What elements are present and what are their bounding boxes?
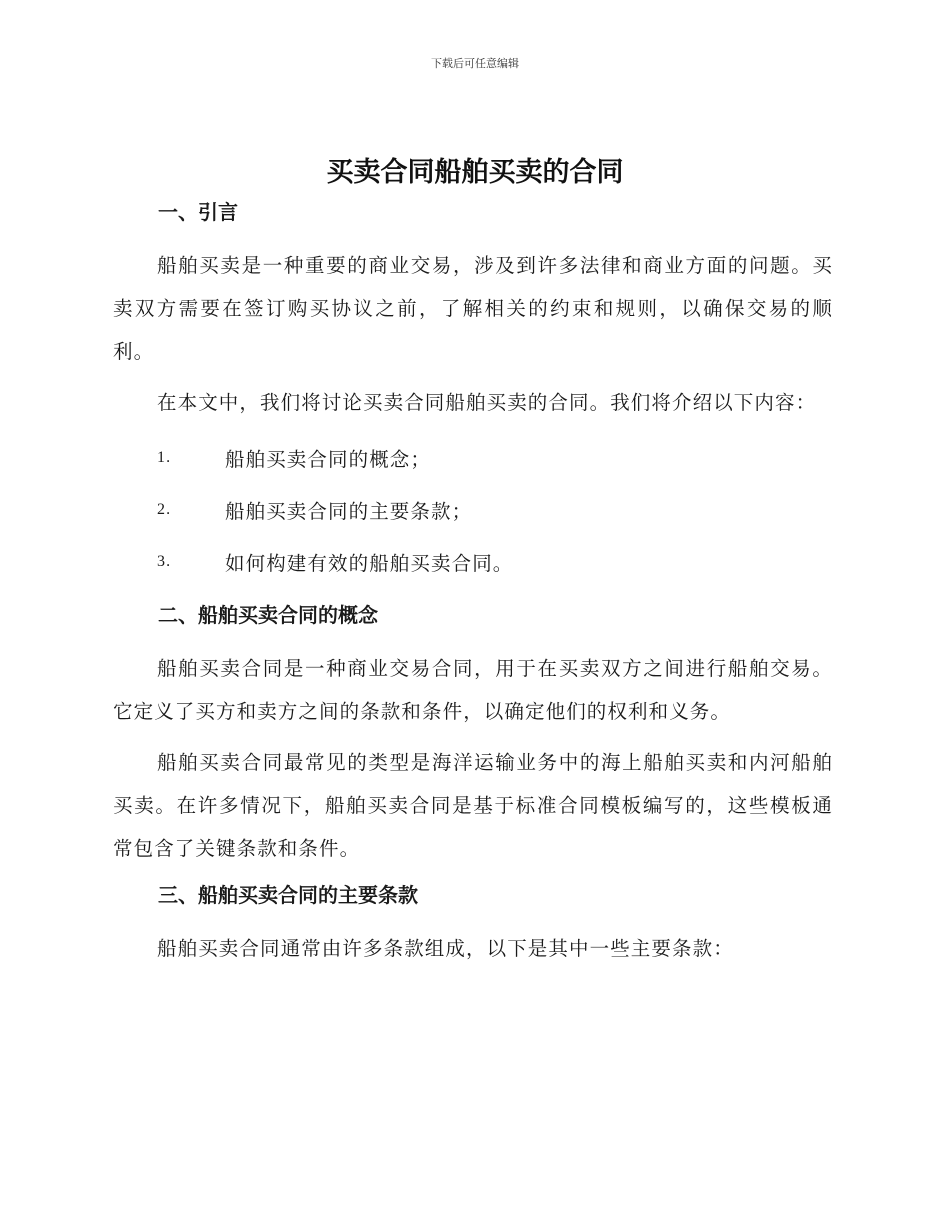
list-number: 3. — [157, 553, 172, 570]
section-main-terms — [113, 878, 833, 970]
paragraph: 船舶买卖合同最常见的类型是海洋运输业务中的海上船舶买卖和内河船舶买卖。在许多情况下，船舶买卖合同是基于标准合同模板编写的，这些模板通常包含了关键条款和条件。 — [113, 751, 833, 860]
paragraph: 船舶买卖合同是一种商业交易合同，用于在买卖双方之间进行船舶交易。它定义了买方和卖方之间的条款和条件，以确定他们的权利和义务。 — [113, 657, 833, 723]
section-introduction — [113, 195, 833, 588]
list-item — [113, 536, 833, 588]
section-heading: 一、引言 — [158, 200, 238, 224]
section-concept — [113, 598, 833, 870]
list-text: 船舶买卖合同的主要条款； — [225, 500, 473, 523]
document-body — [113, 195, 833, 978]
numbered-list — [113, 432, 833, 588]
list-item — [113, 432, 833, 484]
section-heading: 三、船舶买卖合同的主要条款 — [158, 883, 418, 907]
list-item — [113, 484, 833, 536]
list-text: 船舶买卖合同的概念； — [225, 448, 432, 471]
document-title: 买卖合同船舶买卖的合同 — [326, 157, 624, 188]
list-number: 1. — [157, 449, 172, 466]
list-number: 2. — [157, 501, 172, 518]
list-text: 如何构建有效的船舶买卖合同。 — [225, 552, 514, 575]
paragraph: 船舶买卖合同通常由许多条款组成，以下是其中一些主要条款： — [157, 937, 734, 960]
section-heading: 二、船舶买卖合同的概念 — [158, 603, 378, 627]
paragraph: 在本文中，我们将讨论买卖合同船舶买卖的合同。我们将介绍以下内容： — [157, 391, 817, 414]
paragraph: 船舶买卖是一种重要的商业交易，涉及到许多法律和商业方面的问题。买卖双方需要在签订购买协议之前，了解相关的约束和规则，以确保交易的顺利。 — [113, 254, 833, 363]
page-header-note: 下载后可任意编辑 — [431, 57, 519, 70]
